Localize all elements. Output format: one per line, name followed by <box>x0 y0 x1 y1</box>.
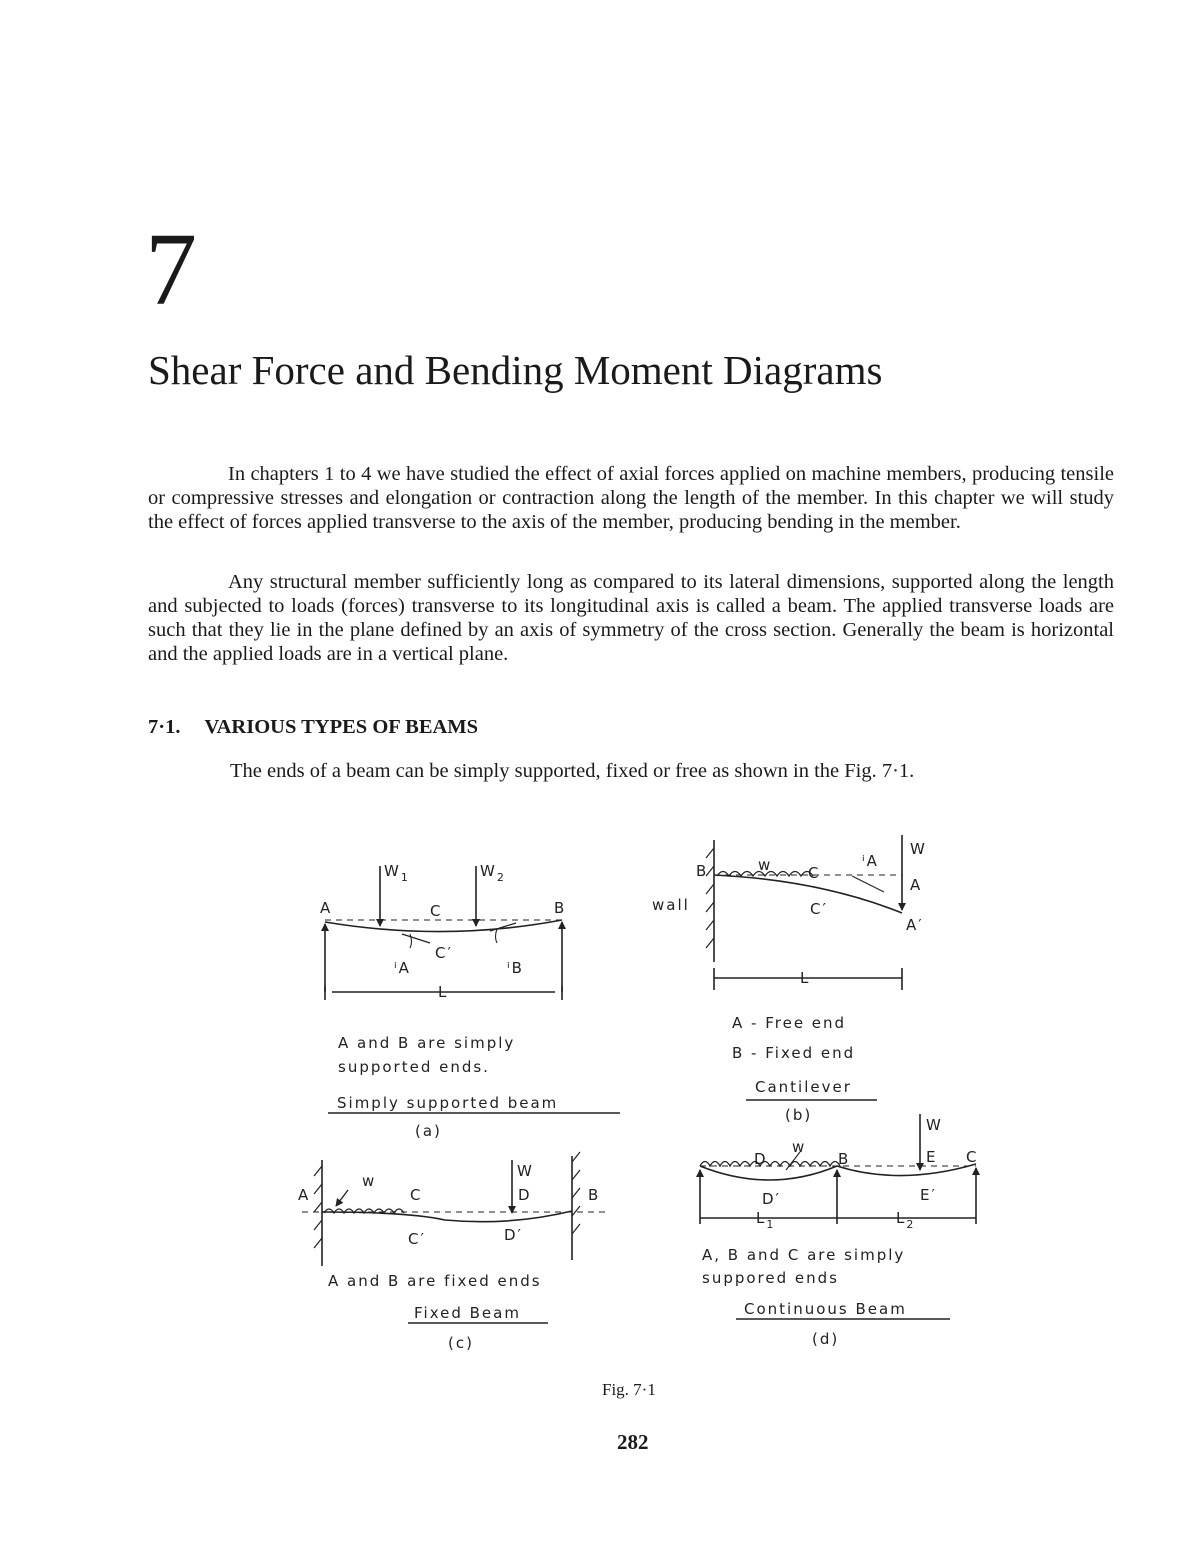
label-d-d: D <box>754 1150 768 1168</box>
page-number: 282 <box>617 1430 649 1454</box>
section-heading <box>148 716 478 739</box>
label-wall: wall <box>652 896 690 914</box>
name-fixed-beam: Fixed Beam <box>414 1304 521 1322</box>
label-w-udl-d: w <box>792 1138 807 1156</box>
label-d-c: D <box>518 1186 532 1204</box>
name-simply-supported: Simply supported beam <box>337 1094 559 1112</box>
desc-d-line2: suppored ends <box>702 1269 839 1287</box>
label-slope-a-b: ⁱA <box>862 852 879 870</box>
label-c-prime-b: C′ <box>810 900 828 918</box>
panel-fixed-beam <box>302 1152 610 1266</box>
label-slope-a: ⁱA <box>394 959 411 977</box>
label-w-c: W <box>517 1162 534 1180</box>
label-l1: $L_1$ <box>756 1209 776 1231</box>
tag-c: (c) <box>448 1334 474 1352</box>
label-e-prime-d: E′ <box>920 1186 937 1204</box>
tag-a: (a) <box>415 1122 442 1140</box>
chapter-number: 7 <box>145 212 197 327</box>
label-b-point: B <box>554 899 567 917</box>
desc-c-line1: A and B are fixed ends <box>328 1272 542 1290</box>
desc-a-line2: supported ends. <box>338 1058 490 1076</box>
name-cantilever: Cantilever <box>755 1078 852 1096</box>
label-slope-b: ⁱB <box>507 959 524 977</box>
paragraph-intro: In chapters 1 to 4 we have studied the effect of axial forces applied on machine members, producing tensile or compressive stresses and elongation or contraction along the length of the member. In this chapter we will study the effect of forces applied transverse to the axis of the member, producing bending in the member. <box>148 463 1114 533</box>
section-title: VARIOUS TYPES OF BEAMS <box>204 716 479 738</box>
label-span-l: L <box>438 983 449 1001</box>
beam-types-figure <box>280 830 1000 1360</box>
label-d-prime-d: D′ <box>762 1190 781 1208</box>
label-c-c: C <box>410 1186 423 1204</box>
label-w1: $W_1$ <box>384 862 410 884</box>
label-l2: $L_2$ <box>896 1209 916 1231</box>
tag-b: (b) <box>785 1106 813 1124</box>
figure-caption: Fig. 7·1 <box>602 1380 656 1399</box>
label-w-udl-c: w <box>362 1172 377 1190</box>
panel-simply-supported <box>325 866 562 1000</box>
section-intro: The ends of a beam can be simply supported, fixed or free as shown in the Fig. 7·1. <box>230 760 915 782</box>
label-c-point: C <box>430 902 443 920</box>
desc-b-line1: A - Free end <box>732 1014 847 1032</box>
udl-continuous <box>700 1162 840 1167</box>
paragraph-beam-definition: Any structural member sufficiently long as compared to its lateral dimensions, supported along the length and subjected to loads (forces) transverse to its longitudinal axis is called a beam. The applied transverse loads are such that they lie in the plane defined by an axis of symmetry of the cross section. Generally the beam is horizontal and the applied loads are in a vertical plane. <box>148 571 1114 665</box>
label-c-b: C <box>808 864 821 882</box>
label-a-prime: A′ <box>906 916 924 934</box>
label-b-fixed: B <box>696 862 709 880</box>
deflected-fixed-beam <box>322 1211 572 1222</box>
desc-d-line1: A, B and C are simply <box>702 1246 906 1264</box>
label-a-free: A <box>910 876 923 894</box>
label-c-prime: C′ <box>435 944 453 962</box>
label-d-prime-c: D′ <box>504 1226 523 1244</box>
section-number: 7·1. <box>148 716 181 738</box>
desc-b-line2: B - Fixed end <box>732 1044 856 1062</box>
label-span-l-b: L <box>800 969 811 987</box>
label-e-d: E <box>926 1148 938 1166</box>
label-w-udl-b: w <box>758 856 773 874</box>
name-continuous-beam: Continuous Beam <box>744 1300 907 1318</box>
label-c-prime-c: C′ <box>408 1230 426 1248</box>
label-c-d: C <box>966 1148 979 1166</box>
deflected-beam-a <box>325 920 562 932</box>
chapter-title: Shear Force and Bending Moment Diagrams <box>148 347 883 393</box>
label-w-b: W <box>910 840 927 858</box>
label-b-d: B <box>838 1150 851 1168</box>
label-a-point: A <box>320 899 333 917</box>
label-b-c: B <box>588 1186 601 1204</box>
tag-d: (d) <box>812 1330 840 1348</box>
desc-a-line1: A and B are simply <box>338 1034 516 1052</box>
label-w-d: W <box>926 1116 943 1134</box>
label-a-c: A <box>298 1186 311 1204</box>
label-w2: $W_2$ <box>480 862 506 884</box>
